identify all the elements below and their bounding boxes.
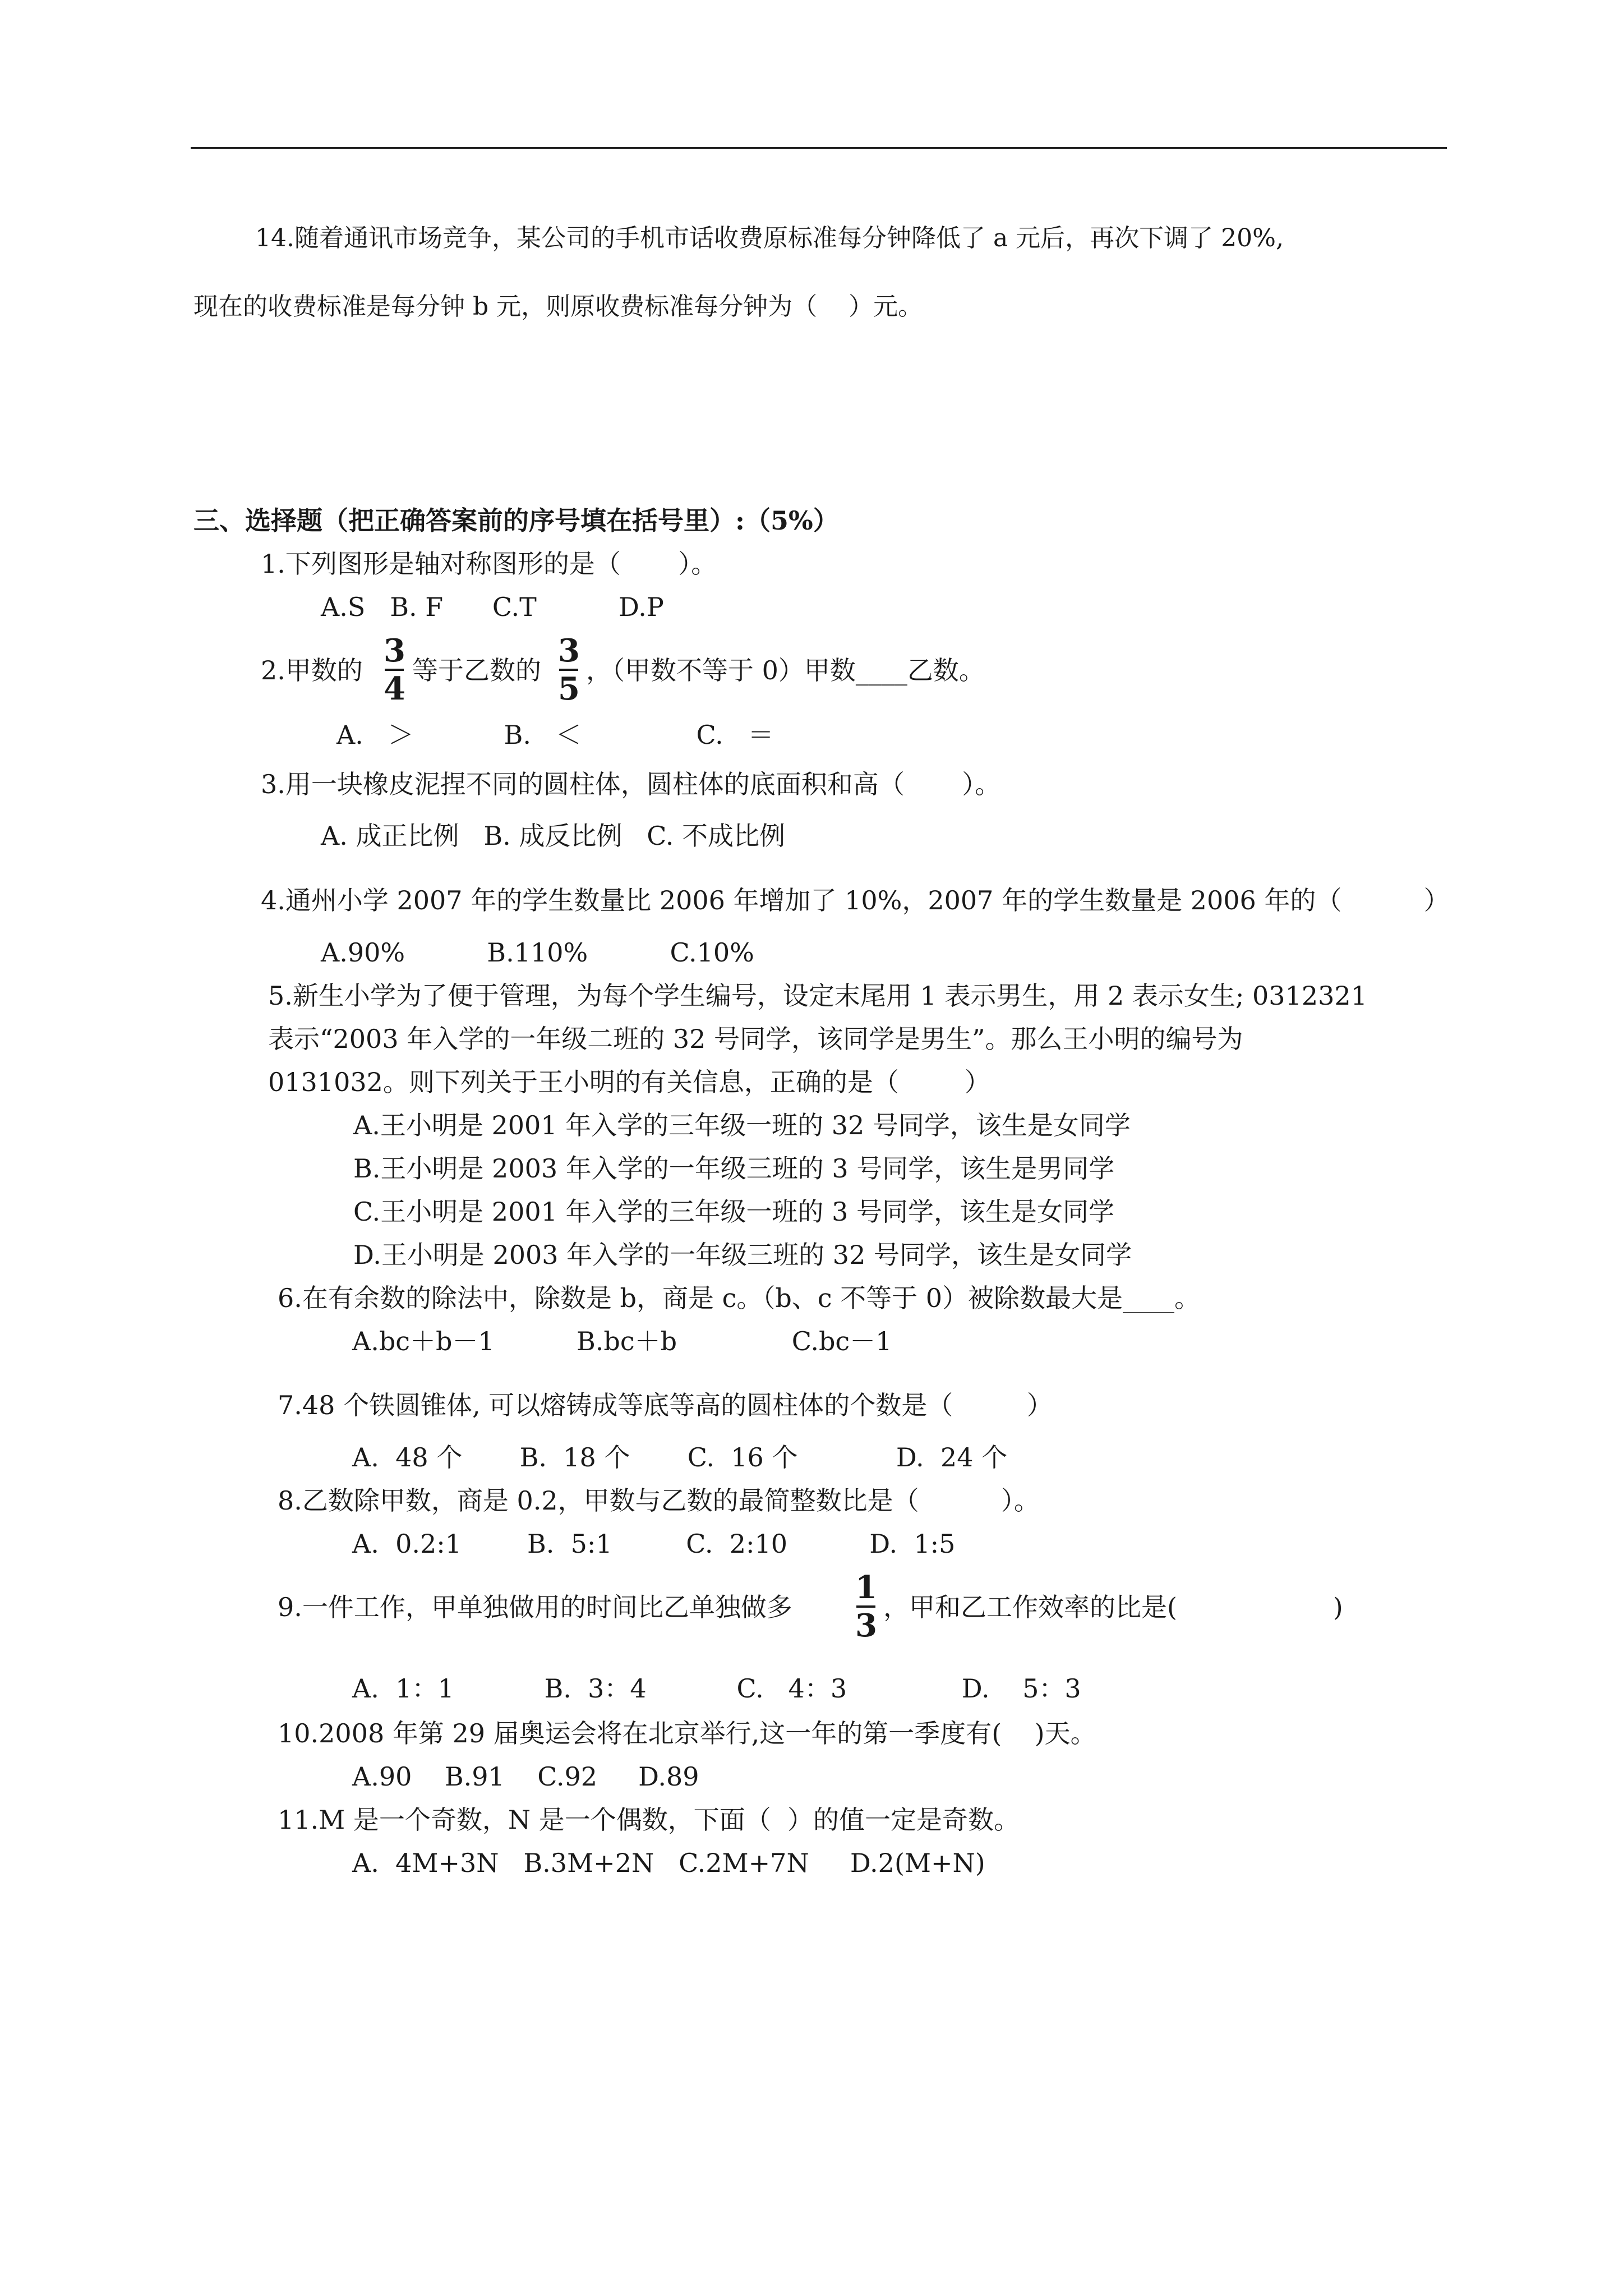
q9-stem-a: 9.一件工作，甲单独做用的时间比乙单独做多	[278, 1592, 792, 1622]
q7-stem: 7.48 个铁圆锥体, 可以熔铸成等底等高的圆柱体的个数是（ ）	[278, 1390, 1053, 1420]
q1-options: A.S B. F C.T D.P	[321, 592, 664, 622]
q5-line2: 表示“2003 年入学的一年级二班的 32 号同学，该同学是男生”。那么王小明的编号为	[268, 1024, 1243, 1054]
q9-fraction-1-3	[855, 1571, 877, 1642]
q2-frac2-denominator: 5	[558, 670, 580, 707]
q9-options: A. 1：1 B. 3：4 C. 4：3 D. 5：3	[352, 1673, 1081, 1704]
q2-frac1-numerator: 3	[384, 632, 405, 669]
q4-options: A.90% B.110% C.10%	[321, 937, 754, 968]
q2-stem-a: 2.甲数的	[261, 655, 363, 685]
q11-options: A. 4M+3N B.3M+2N C.2M+7N D.2(M+N)	[352, 1848, 985, 1878]
q11-stem: 11.M 是一个奇数，N 是一个偶数，下面（ ）的值一定是奇数。	[278, 1805, 1020, 1835]
q9-frac-numerator: 1	[855, 1569, 877, 1606]
q2-fraction-3-4	[384, 634, 405, 706]
q2-stem-b: 等于乙数的	[412, 655, 541, 685]
q2-options: A. ＞ B. ＜ C. ＝	[336, 720, 774, 750]
q6-options: A.bc＋b－1 B.bc＋b C.bc－1	[352, 1326, 892, 1356]
q2-frac1-denominator: 4	[384, 670, 405, 707]
q2-frac2-numerator: 3	[558, 632, 580, 669]
section-heading: 三、选择题（把正确答案前的序号填在括号里）:（5%）	[193, 505, 839, 536]
q5-line1: 5.新生小学为了便于管理，为每个学生编号，设定末尾用 1 表示男生，用 2 表示女生; 0312321	[268, 981, 1367, 1011]
q2-fraction-3-5	[558, 634, 580, 706]
q10-options: A.90 B.91 C.92 D.89	[352, 1761, 699, 1792]
q10-stem: 10.2008 年第 29 届奥运会将在北京举行,这一年的第一季度有( )天。	[278, 1718, 1096, 1749]
q4-stem: 4.通州小学 2007 年的学生数量比 2006 年增加了 10%，2007 年的学生数量是 2006 年的（ ）	[261, 885, 1450, 915]
q2-stem-c: ，（甲数不等于 0）甲数____乙数。	[586, 655, 985, 685]
q14-line1: 14.随着通讯市场竞争，某公司的手机市话收费原标准每分钟降低了 a 元后，再次下调了 20%,	[255, 224, 1284, 252]
q5-option-a: A.王小明是 2001 年入学的三年级一班的 32 号同学，该生是女同学	[353, 1110, 1131, 1140]
q7-options: A. 48 个 B. 18 个 C. 16 个 D. 24 个	[352, 1442, 1008, 1473]
q8-options: A. 0.2:1 B. 5:1 C. 2:10 D. 1:5	[352, 1529, 956, 1559]
q8-stem: 8.乙数除甲数，商是 0.2，甲数与乙数的最简整数比是（ ）。	[278, 1485, 1040, 1516]
q6-stem: 6.在有余数的除法中，除数是 b，商是 c。（b、c 不等于 0）被除数最大是____。	[278, 1283, 1201, 1313]
q14-line2: 现在的收费标准是每分钟 b 元，则原收费标准每分钟为（ ）元。	[193, 292, 923, 321]
q3-stem: 3.用一块橡皮泥捏不同的圆柱体，圆柱体的底面积和高（ ）。	[261, 769, 1001, 799]
q9-frac-denominator: 3	[855, 1607, 877, 1644]
header-rule	[191, 147, 1447, 149]
q5-option-b: B.王小明是 2003 年入学的一年级三班的 3 号同学，该生是男同学	[353, 1153, 1115, 1184]
q5-option-c: C.王小明是 2001 年入学的三年级一班的 3 号同学，该生是女同学	[353, 1197, 1114, 1227]
q3-options: A. 成正比例 B. 成反比例 C. 不成比例	[321, 821, 786, 851]
q1-stem: 1.下列图形是轴对称图形的是（ ）。	[261, 549, 717, 579]
q5-option-d: D.王小明是 2003 年入学的一年级三班的 32 号同学，该生是女同学	[353, 1240, 1132, 1270]
q9-stem-b: ，甲和乙工作效率的比是( )	[883, 1592, 1343, 1622]
q5-line3: 0131032。则下列关于王小明的有关信息，正确的是（ ）	[268, 1067, 990, 1097]
